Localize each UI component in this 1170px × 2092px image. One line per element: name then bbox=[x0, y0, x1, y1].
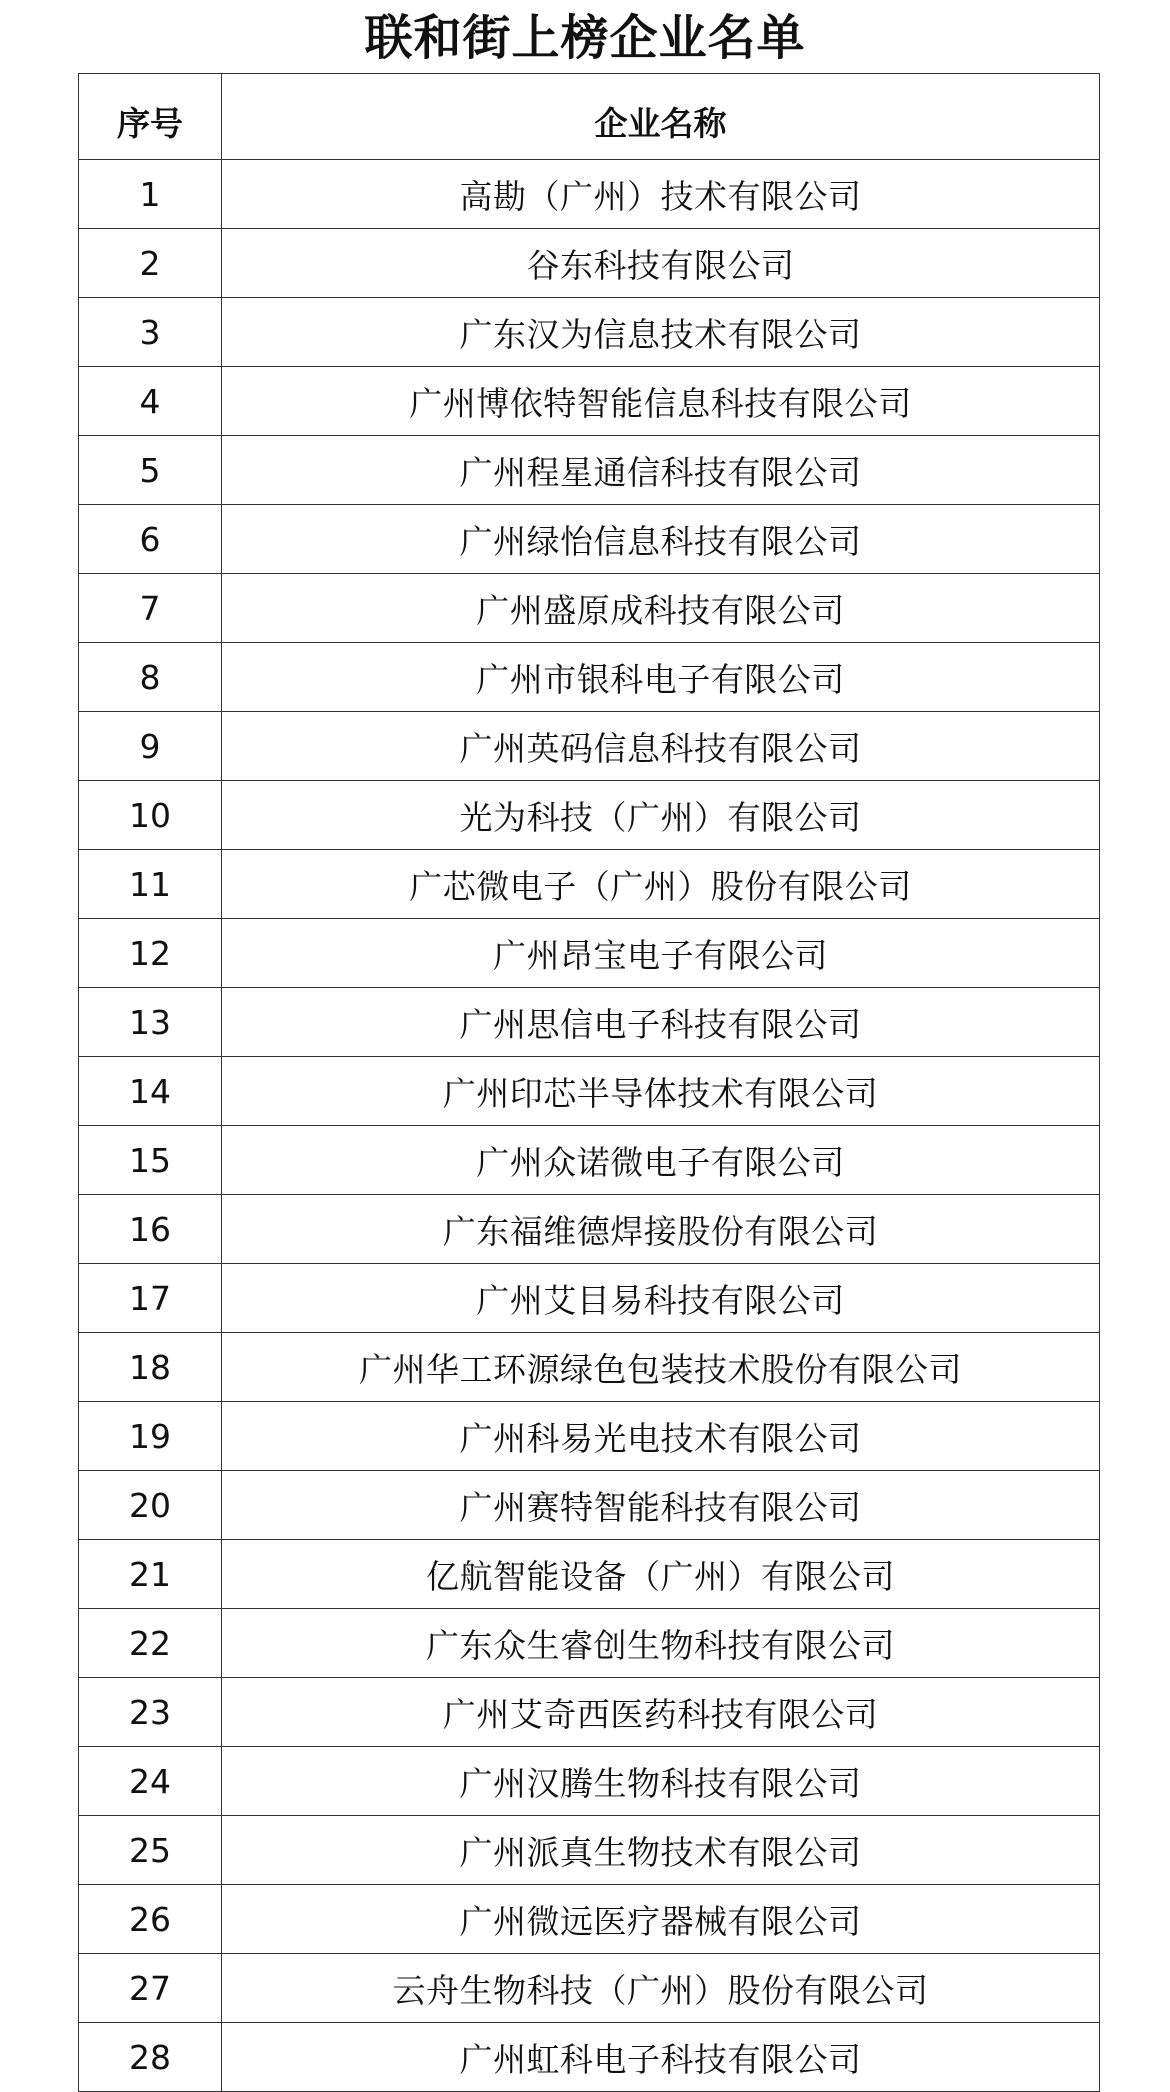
table-row bbox=[79, 2023, 1100, 2092]
company-name-cell: 广州盛原成科技有限公司 bbox=[222, 574, 1100, 643]
serial-number-cell: 26 bbox=[79, 1885, 222, 1954]
table-row bbox=[79, 367, 1100, 436]
serial-number-cell: 23 bbox=[79, 1678, 222, 1747]
table-row bbox=[79, 1885, 1100, 1954]
company-name-cell: 广州虹科电子科技有限公司 bbox=[222, 2023, 1100, 2092]
serial-number-cell: 25 bbox=[79, 1816, 222, 1885]
table-row bbox=[79, 1471, 1100, 1540]
serial-number-cell: 11 bbox=[79, 850, 222, 919]
table-row bbox=[79, 1954, 1100, 2023]
serial-number-cell: 13 bbox=[79, 988, 222, 1057]
page-title: 联和街上榜企业名单 bbox=[364, 10, 806, 66]
table-row bbox=[79, 988, 1100, 1057]
company-name-cell: 广州赛特智能科技有限公司 bbox=[222, 1471, 1100, 1540]
table-row bbox=[79, 1540, 1100, 1609]
table-row bbox=[79, 1816, 1100, 1885]
serial-number-cell: 21 bbox=[79, 1540, 222, 1609]
header-company-name: 企业名称 bbox=[222, 74, 1100, 160]
company-name-cell: 谷东科技有限公司 bbox=[222, 229, 1100, 298]
table-row bbox=[79, 1609, 1100, 1678]
serial-number-cell: 22 bbox=[79, 1609, 222, 1678]
serial-number-cell: 3 bbox=[79, 298, 222, 367]
company-name-cell: 云舟生物科技（广州）股份有限公司 bbox=[222, 1954, 1100, 2023]
company-name-cell: 光为科技（广州）有限公司 bbox=[222, 781, 1100, 850]
company-name-cell: 广州科易光电技术有限公司 bbox=[222, 1402, 1100, 1471]
serial-number-cell: 19 bbox=[79, 1402, 222, 1471]
company-name-cell: 广东众生睿创生物科技有限公司 bbox=[222, 1609, 1100, 1678]
table-body bbox=[79, 160, 1100, 2092]
table-row bbox=[79, 1747, 1100, 1816]
serial-number-cell: 28 bbox=[79, 2023, 222, 2092]
company-name-cell: 广州程星通信科技有限公司 bbox=[222, 436, 1100, 505]
serial-number-cell: 12 bbox=[79, 919, 222, 988]
serial-number-cell: 15 bbox=[79, 1126, 222, 1195]
table-row bbox=[79, 1195, 1100, 1264]
company-name-cell: 广州汉腾生物科技有限公司 bbox=[222, 1747, 1100, 1816]
table-row bbox=[79, 1264, 1100, 1333]
company-name-cell: 广州绿怡信息科技有限公司 bbox=[222, 505, 1100, 574]
serial-number-cell: 27 bbox=[79, 1954, 222, 2023]
serial-number-cell: 6 bbox=[79, 505, 222, 574]
serial-number-cell: 8 bbox=[79, 643, 222, 712]
table-row bbox=[79, 574, 1100, 643]
company-name-cell: 广州印芯半导体技术有限公司 bbox=[222, 1057, 1100, 1126]
header-serial-number: 序号 bbox=[79, 74, 222, 160]
company-name-cell: 广州博依特智能信息科技有限公司 bbox=[222, 367, 1100, 436]
table-row bbox=[79, 229, 1100, 298]
serial-number-cell: 9 bbox=[79, 712, 222, 781]
company-name-cell: 广州市银科电子有限公司 bbox=[222, 643, 1100, 712]
serial-number-cell: 20 bbox=[79, 1471, 222, 1540]
table-row bbox=[79, 712, 1100, 781]
serial-number-cell: 7 bbox=[79, 574, 222, 643]
serial-number-cell: 2 bbox=[79, 229, 222, 298]
table-row bbox=[79, 919, 1100, 988]
serial-number-cell: 17 bbox=[79, 1264, 222, 1333]
company-name-cell: 广州派真生物技术有限公司 bbox=[222, 1816, 1100, 1885]
table-row bbox=[79, 1402, 1100, 1471]
table-row bbox=[79, 1333, 1100, 1402]
table-row bbox=[79, 298, 1100, 367]
company-list-table bbox=[78, 73, 1100, 2092]
serial-number-cell: 24 bbox=[79, 1747, 222, 1816]
table-row bbox=[79, 781, 1100, 850]
company-name-cell: 广州艾目易科技有限公司 bbox=[222, 1264, 1100, 1333]
serial-number-cell: 4 bbox=[79, 367, 222, 436]
serial-number-cell: 10 bbox=[79, 781, 222, 850]
company-name-cell: 广芯微电子（广州）股份有限公司 bbox=[222, 850, 1100, 919]
company-name-cell: 广州思信电子科技有限公司 bbox=[222, 988, 1100, 1057]
company-name-cell: 广东汉为信息技术有限公司 bbox=[222, 298, 1100, 367]
table-row bbox=[79, 1678, 1100, 1747]
serial-number-cell: 5 bbox=[79, 436, 222, 505]
table-row bbox=[79, 1057, 1100, 1126]
table-row bbox=[79, 643, 1100, 712]
company-name-cell: 高勘（广州）技术有限公司 bbox=[222, 160, 1100, 229]
table-row bbox=[79, 436, 1100, 505]
company-name-cell: 亿航智能设备（广州）有限公司 bbox=[222, 1540, 1100, 1609]
table-header-row bbox=[79, 74, 1100, 160]
serial-number-cell: 18 bbox=[79, 1333, 222, 1402]
company-name-cell: 广州微远医疗器械有限公司 bbox=[222, 1885, 1100, 1954]
serial-number-cell: 1 bbox=[79, 160, 222, 229]
table-row bbox=[79, 160, 1100, 229]
company-name-cell: 广东福维德焊接股份有限公司 bbox=[222, 1195, 1100, 1264]
company-name-cell: 广州昂宝电子有限公司 bbox=[222, 919, 1100, 988]
table-row bbox=[79, 505, 1100, 574]
company-name-cell: 广州众诺微电子有限公司 bbox=[222, 1126, 1100, 1195]
table-row bbox=[79, 850, 1100, 919]
company-name-cell: 广州华工环源绿色包装技术股份有限公司 bbox=[222, 1333, 1100, 1402]
serial-number-cell: 14 bbox=[79, 1057, 222, 1126]
company-name-cell: 广州艾奇西医药科技有限公司 bbox=[222, 1678, 1100, 1747]
company-name-cell: 广州英码信息科技有限公司 bbox=[222, 712, 1100, 781]
table-row bbox=[79, 1126, 1100, 1195]
serial-number-cell: 16 bbox=[79, 1195, 222, 1264]
